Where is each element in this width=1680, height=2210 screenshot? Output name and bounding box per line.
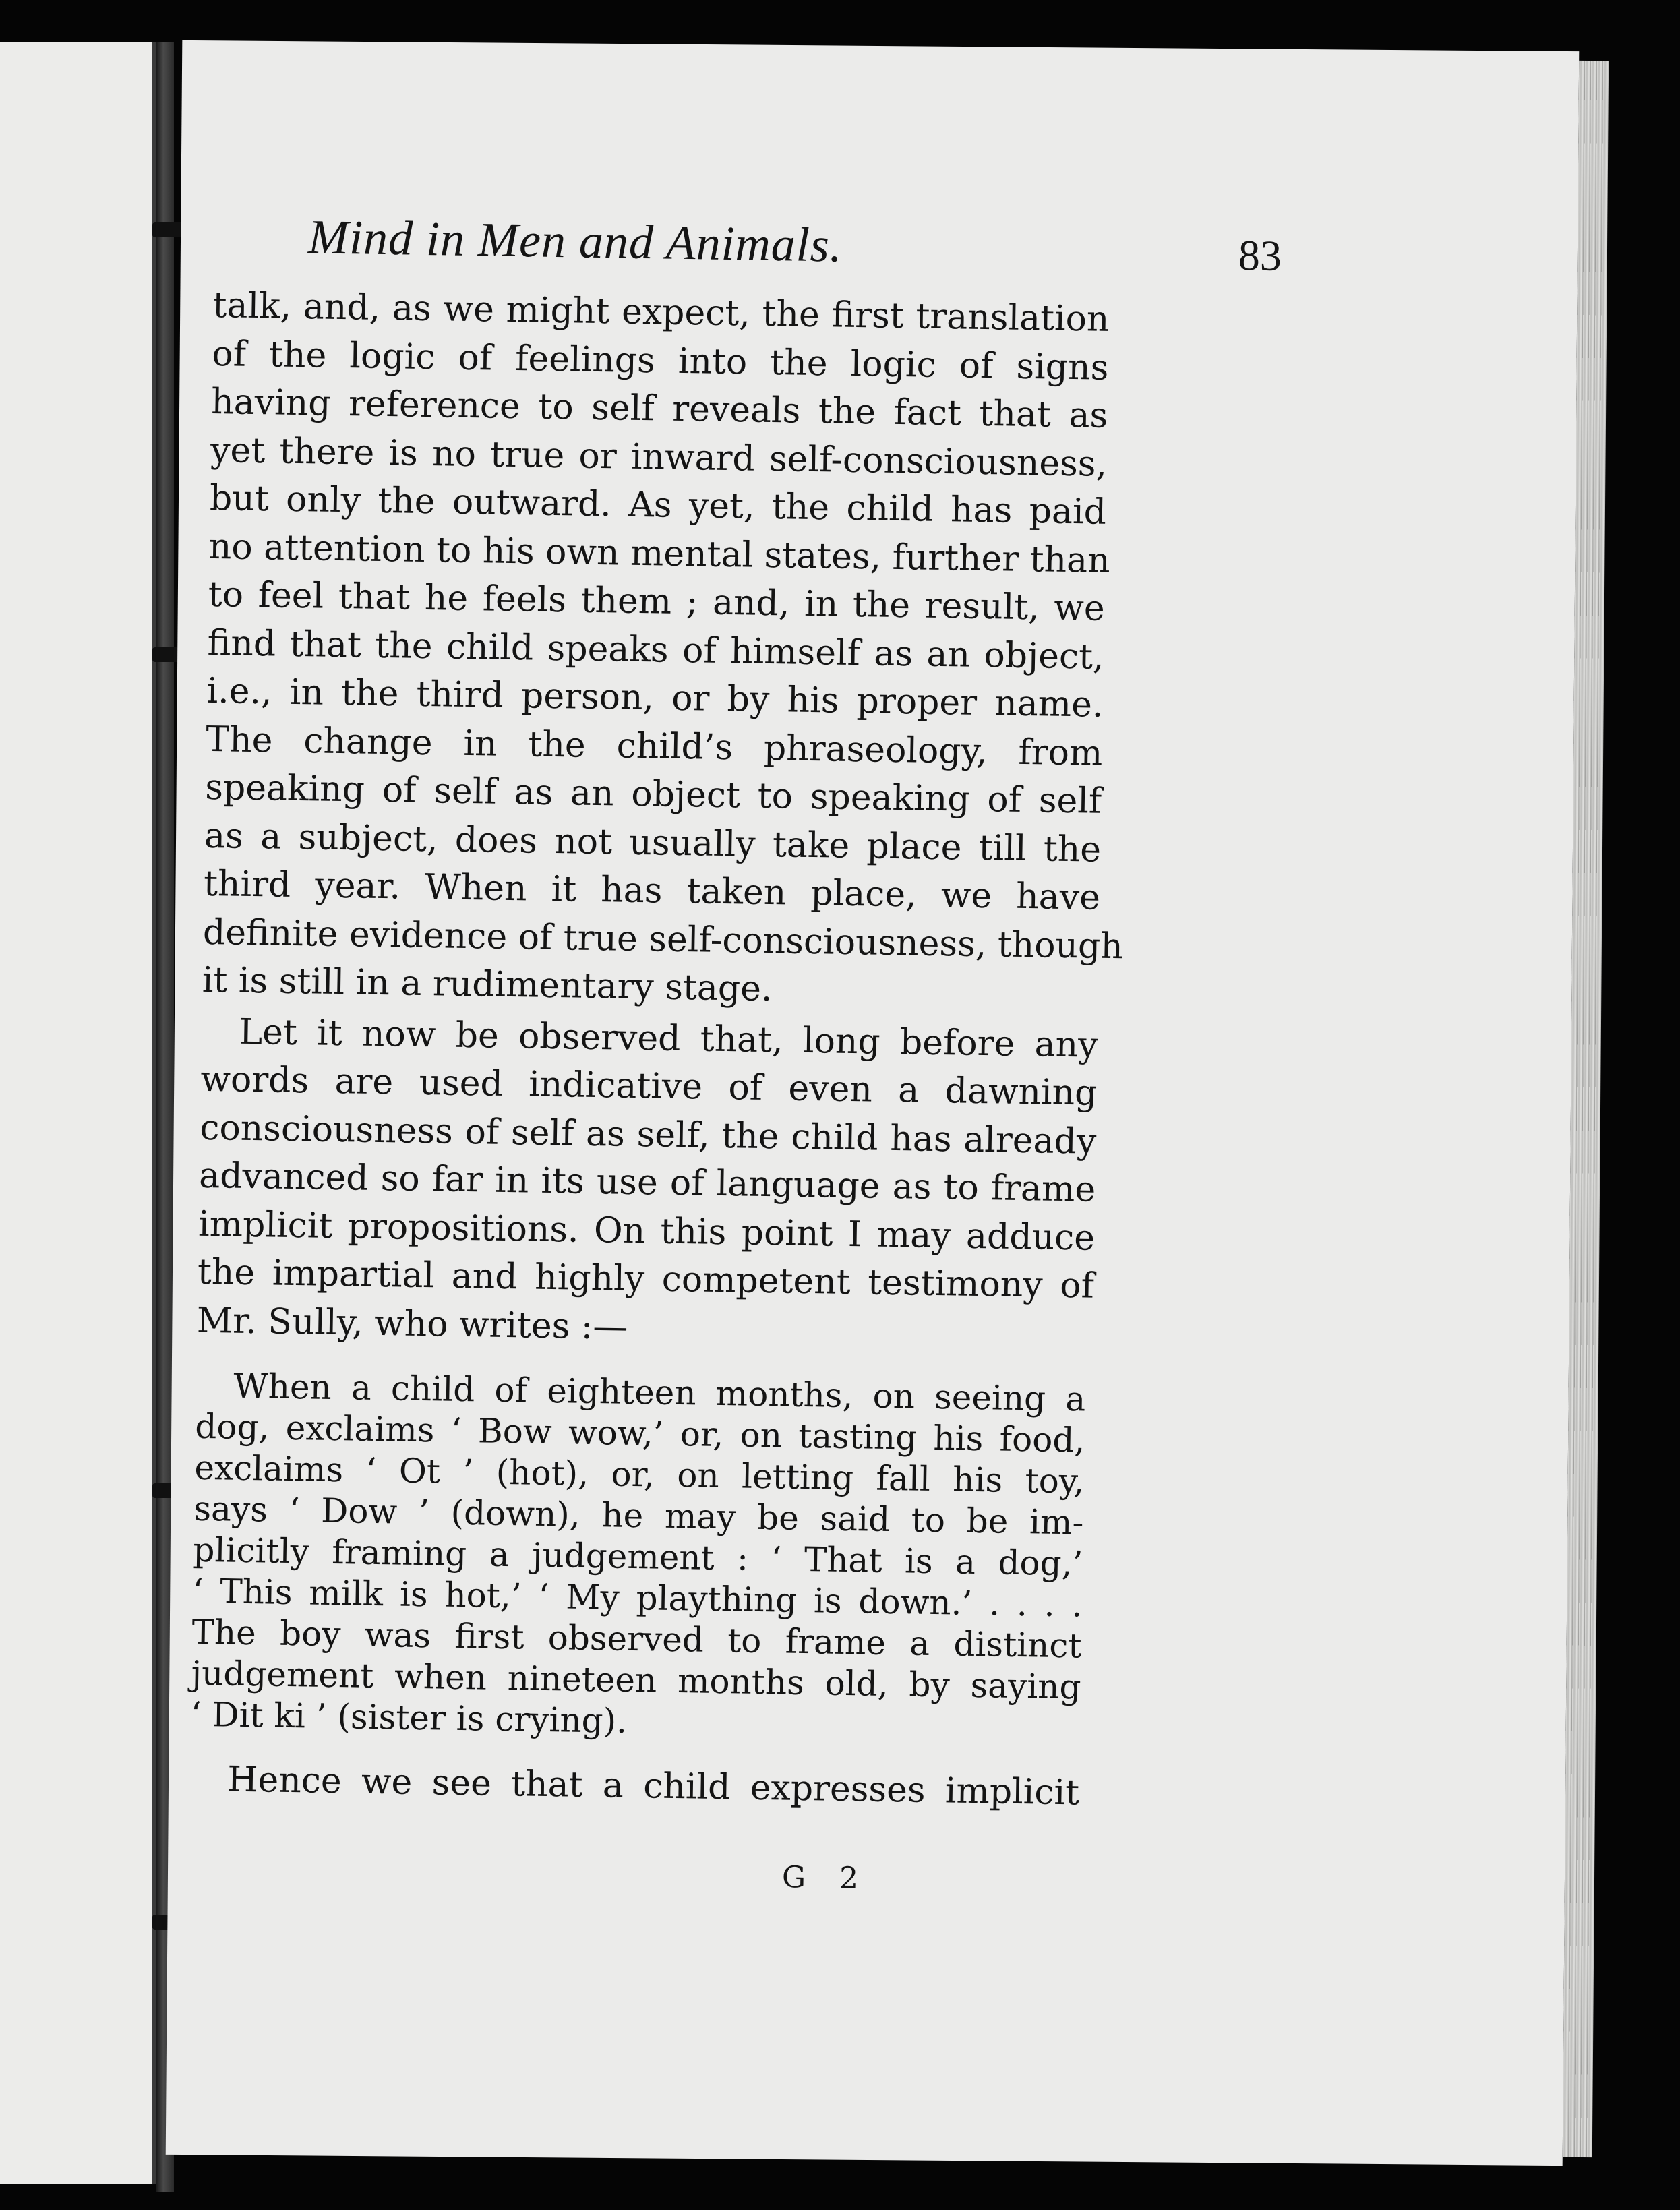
text-line: i.e., in the third person, or by his proper name.: [206, 670, 1104, 725]
text-line: Hence we see that a child expresses implicit: [227, 1759, 1080, 1814]
page-number: 83: [1238, 231, 1282, 280]
block-quote: [190, 1365, 1267, 1752]
text-line: having reference to self reveals the fact that as: [210, 381, 1108, 436]
text-line: find that the child speaks of himself as an object,: [207, 622, 1105, 678]
text-line: Mr. Sully, who writes :—: [196, 1300, 628, 1348]
quote-line: ‘ This milk is hot,’ ‘ My plaything is down.’ . . . .: [192, 1571, 1083, 1625]
text-line: to feel that he feels them ; and, in the result, we: [208, 574, 1106, 629]
text-line: of the logic of feelings into the logic of signs: [211, 333, 1109, 388]
quote-line: dog, exclaims ‘ Bow wow,’ or, on tasting his food,: [194, 1406, 1085, 1460]
text-line: Let it now be observed that, long before any: [239, 1011, 1098, 1066]
text-line: The change in the child’s phraseology, from: [205, 719, 1103, 774]
page-text: [189, 201, 1286, 1820]
paragraph-1: [202, 282, 1285, 1021]
quote-line: judgement when nineteen months old, by saying: [191, 1653, 1081, 1707]
binding-mark: [152, 222, 183, 237]
text-line: third year. When it has taken place, we have: [203, 863, 1101, 918]
quote-line: The boy was first observed to frame a distinct: [191, 1612, 1082, 1666]
signature-mark: G 2: [781, 1859, 871, 1897]
running-title: Mind in Men and Animals.: [307, 210, 843, 272]
text-line: but only the outward. As yet, the child has paid: [209, 477, 1107, 533]
text-line: yet there is no true or inward self-consciousness,: [210, 429, 1108, 485]
quote-line: says ‘ Dow ’ (down), he may be said to be im-: [193, 1489, 1084, 1543]
text-line: no attention to his own mental states, further than: [208, 526, 1111, 581]
text-line: advanced so far in its use of language as to frame: [198, 1155, 1096, 1210]
quote-line: exclaims ‘ Ot ’ (hot), or, on letting fall his toy,: [194, 1447, 1085, 1501]
left-page-edge: [0, 42, 156, 2184]
text-line: consciousness of self as self, the child has already: [199, 1107, 1097, 1162]
text-line: definite evidence of true self-consciousness, though: [202, 912, 1124, 967]
text-line: it is still in a rudimentary stage.: [202, 959, 773, 1010]
text-line: talk, and, as we might expect, the first translation: [212, 285, 1110, 340]
quote-line: When a child of eighteen months, on seeing a: [233, 1366, 1086, 1419]
text-line: as a subject, does not usually take place till the: [204, 815, 1102, 870]
paragraph-2: [196, 1007, 1273, 1361]
text-line: the impartial and highly competent testimony of: [197, 1251, 1095, 1307]
text-line: speaking of self as an object to speaking of self: [204, 767, 1102, 822]
quote-line: ‘ Dit ki ’ (sister is crying).: [190, 1694, 628, 1741]
text-line: words are used indicative of even a dawning: [200, 1058, 1098, 1114]
quote-line: plicitly framing a judgement : ‘ That is a dog,’: [193, 1530, 1083, 1584]
running-head: [213, 201, 1286, 299]
text-line: implicit propositions. On this point I may adduce: [198, 1203, 1096, 1259]
